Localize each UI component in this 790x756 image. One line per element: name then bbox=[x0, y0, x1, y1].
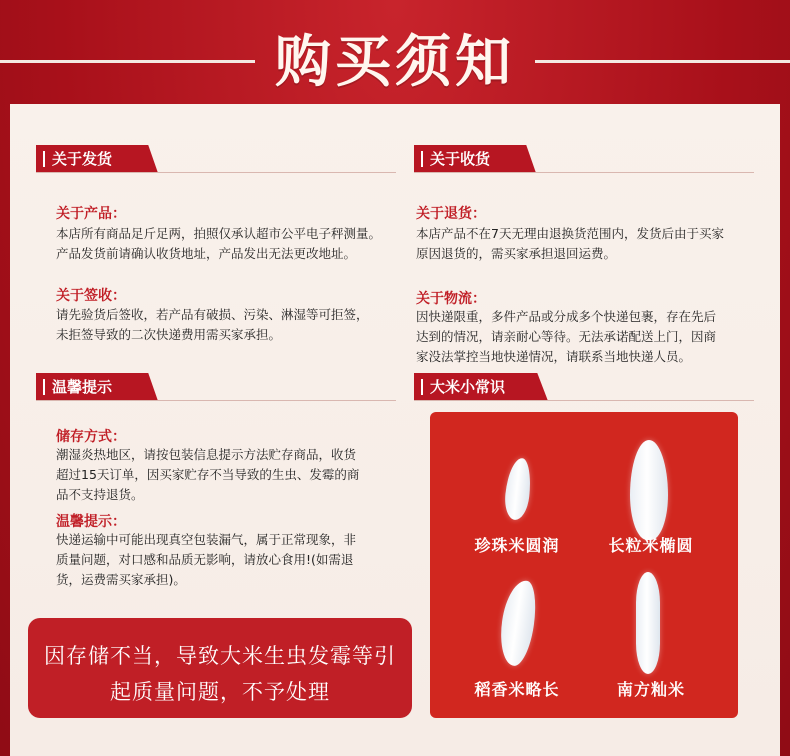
long-grain-rice-image bbox=[630, 440, 668, 540]
section-label-tips: 温馨提示 bbox=[36, 373, 176, 401]
rice-label-fragrant: 稻香米略长 bbox=[474, 680, 560, 699]
warm-tip-text bbox=[56, 530, 406, 590]
logistics-line: 达到的情况，请亲耐心等待。无法承诺配送上门，因商 bbox=[416, 329, 717, 344]
section-rule-shipping bbox=[36, 145, 396, 173]
warning-line-2: 起质量问题，不予处理 bbox=[110, 680, 330, 704]
sign-text bbox=[56, 305, 406, 345]
warning-line-1: 因存储不当，导致大米生虫发霉等引 bbox=[44, 644, 396, 668]
storage-text bbox=[56, 445, 406, 505]
return-text bbox=[416, 224, 761, 264]
header-right-rule bbox=[535, 60, 790, 63]
storage-line: 潮湿炎热地区，请按包装信息提示方法贮存商品，收货 bbox=[56, 447, 357, 462]
warm-tip-heading: 温馨提示： bbox=[56, 514, 126, 530]
section-label-shipping: 关于发货 bbox=[36, 145, 176, 173]
fragrant-rice-grain-image bbox=[496, 578, 540, 668]
section-rule-tips bbox=[36, 373, 396, 401]
pearl-rice-grain-image bbox=[503, 457, 533, 521]
rice-label-southern-indica: 南方籼米 bbox=[616, 680, 685, 699]
sign-heading: 关于签收： bbox=[56, 288, 126, 304]
return-line: 本店产品不在7天无理由退换货范围内，发货后由于买家 bbox=[416, 226, 724, 241]
storage-heading: 储存方式： bbox=[56, 429, 126, 445]
product-line: 产品发货前请确认收货地址，产品发出无法更改地址。 bbox=[56, 246, 357, 261]
return-heading: 关于退货： bbox=[416, 206, 486, 222]
header bbox=[0, 0, 790, 100]
page-title: 购买须知 bbox=[275, 29, 515, 95]
sign-line: 请先验货后签收，若产品有破损、污染、淋湿等可拒签， bbox=[56, 307, 369, 322]
warm-tip-line: 货，运费需买家承担)。 bbox=[56, 572, 186, 587]
section-rule-receiving bbox=[414, 145, 754, 173]
logistics-line: 家没法掌控当地快递情况，请联系当地快递人员。 bbox=[416, 349, 692, 364]
sign-line: 未拒签导致的二次快递费用需买家承担。 bbox=[56, 327, 282, 342]
rice-label-pearl: 珍珠米圆润 bbox=[474, 536, 560, 555]
return-line: 原因退货的，需买家承担退回运费。 bbox=[416, 246, 617, 261]
section-label-rice: 大米小常识 bbox=[414, 373, 564, 401]
storage-line: 品不支持退货。 bbox=[56, 487, 144, 502]
storage-line: 超过15天订单，因买家贮存不当导致的生虫、发霉的商 bbox=[56, 467, 360, 482]
warm-tip-line: 快递运输中可能出现真空包装漏气，属于正常现象，非 bbox=[56, 532, 357, 547]
product-line: 本店所有商品足斤足两，拍照仅承认超市公平电子秤测量。 bbox=[56, 226, 382, 241]
logistics-heading: 关于物流： bbox=[416, 291, 486, 307]
product-heading: 关于产品： bbox=[56, 206, 126, 222]
storage-warning-banner bbox=[28, 618, 412, 718]
section-label-receiving: 关于收货 bbox=[414, 145, 554, 173]
logistics-line: 因快递限重，多件产品或分成多个快递包裹，存在先后 bbox=[416, 309, 717, 324]
logistics-text bbox=[416, 307, 761, 367]
product-text bbox=[56, 224, 406, 264]
warm-tip-line: 质量问题，对口感和品质无影响，请放心食用!(如需退 bbox=[56, 552, 354, 567]
section-rule-rice bbox=[414, 373, 754, 401]
rice-knowledge-box bbox=[430, 412, 738, 718]
southern-indica-rice-image bbox=[636, 572, 660, 674]
rice-label-long-grain: 长粒米椭圆 bbox=[608, 536, 694, 555]
